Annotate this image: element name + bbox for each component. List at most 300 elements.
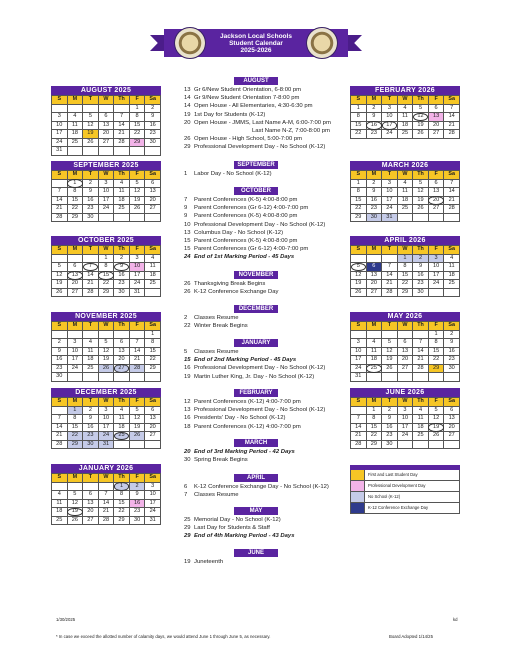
event-line [184,213,297,220]
calendar-day-cell: 12 [413,188,429,197]
month-header-january: JANUARY [234,339,278,347]
event-day: 13 [184,87,191,93]
calendar-day-cell: 18 [413,423,429,432]
weekday-header: M [366,171,382,180]
calendar-day-cell: 13 [397,347,413,356]
calendar-day-cell: 24 [382,130,398,139]
legend-label: No School (K-12) [368,494,401,499]
calendar-month-title: NOVEMBER 2025 [51,312,161,321]
calendar-day-cell [83,147,99,156]
calendar-day-cell: 15 [98,271,114,280]
event-day: 13 [184,229,191,236]
calendar-day-cell: 12 [351,271,367,280]
footer-adopted: Board Adopted 1/14/25 [389,634,433,639]
calendar-day-cell: 18 [397,121,413,130]
event-day: 20 [184,119,191,126]
weekday-header: W [397,171,413,180]
calendar-day-cell [98,213,114,222]
calendar-day-cell: 1 [114,482,130,491]
calendar-day-cell: 1 [366,406,382,415]
calendar-day-cell: 18 [145,271,161,280]
calendar-day-cell: 20 [98,130,114,139]
calendar-month-title: DECEMBER 2025 [51,388,161,397]
calendar-day-cell: 10 [67,347,83,356]
calendar-day-cell: 24 [382,205,398,214]
calendar-day-cell: 21 [382,280,398,289]
weekday-header: S [351,171,367,180]
event-text: Classes Resume [194,349,239,355]
weekday-header: M [366,322,382,331]
calendar-day-cell: 13 [145,415,161,424]
calendar-week-row [52,440,161,449]
calendar-day-cell: 12 [382,347,398,356]
calendar-day-cell: 1 [351,104,367,113]
calendar-day-cell: 6 [114,339,130,348]
event-line [184,525,270,532]
calendar-day-cell: 12 [52,271,68,280]
calendar-day-cell: 15 [428,347,444,356]
weekday-header: W [98,171,114,180]
calendar-day-cell: 24 [397,432,413,441]
weekday-header: T [382,398,398,407]
weekday-header: Th [114,96,130,105]
weekday-header: T [83,474,99,483]
calendar-day-cell: 11 [114,415,130,424]
calendar-day-cell: 27 [145,432,161,441]
event-day: 14 [184,95,191,102]
event-text: Martin Luther King, Jr. Day - No School (K-12) [194,373,315,380]
calendar-day-cell: 11 [413,415,429,424]
weekday-header: F [129,398,145,407]
legend-row [350,492,460,503]
weekday-header: M [67,474,83,483]
calendar-day-cell: 3 [397,406,413,415]
footer-note: * In case we exceed the allotted number of calamity days, we would attend June 1 through June 5, as necessary. [56,634,271,639]
calendar-day-cell: 26 [67,516,83,525]
event-text: Thanksgiving Break Begins [194,281,266,287]
calendar-month-title: AUGUST 2025 [51,86,161,95]
event-day: 26 [184,136,191,143]
event-day: 24 [184,254,191,261]
calendar-day-cell [83,254,99,263]
calendar-week-row [52,406,161,415]
calendar-day-cell: 7 [444,104,460,113]
calendar-day-cell: 22 [145,356,161,365]
calendar-day-cell: 5 [351,263,367,272]
calendar-day-cell: 28 [351,440,367,449]
event-line [184,205,308,212]
weekday-header: Th [413,398,429,407]
calendar-day-cell: 10 [52,121,68,130]
calendar-day-cell: 22 [366,432,382,441]
event-line [184,357,296,364]
calendar-day-cell: 12 [83,121,99,130]
header-banner [150,25,362,61]
month-header-march: MARCH [234,439,278,447]
calendar-day-cell: 30 [413,288,429,297]
calendar-day-cell [444,213,460,222]
calendar-day-cell: 26 [98,364,114,373]
calendar-day-cell [444,440,460,449]
calendar-day-cell: 12 [129,415,145,424]
event-line [184,87,301,94]
calendar-day-cell [428,288,444,297]
calendar-day-cell: 27 [114,364,130,373]
event-line [184,230,283,237]
calendar-day-cell: 2 [366,179,382,188]
calendar-day-cell: 20 [428,121,444,130]
calendar-day-cell: 20 [67,280,83,289]
calendar-day-cell: 5 [428,406,444,415]
event-line [252,128,330,135]
calendar-day-cell [114,373,130,382]
weekday-header: S [351,246,367,255]
calendar-day-cell: 14 [351,423,367,432]
weekday-header: F [129,322,145,331]
event-text: Spring Break Begins [194,457,248,464]
event-day: 6 [184,484,188,490]
calendar-day-cell: 17 [98,423,114,432]
calendar-day-cell [397,330,413,339]
calendar-week-row [351,406,460,415]
calendar-week-row [52,482,161,491]
weekday-header: Sa [444,398,460,407]
calendar-day-cell: 3 [129,254,145,263]
calendar-day-cell: 27 [428,130,444,139]
calendar-day-cell: 26 [413,205,429,214]
event-line [184,112,265,119]
calendar-day-cell: 15 [67,423,83,432]
calendar-day-cell: 13 [428,113,444,122]
calendar-day-cell [351,330,367,339]
calendar-day-cell [145,213,161,222]
event-line [184,374,314,381]
weekday-header: S [52,322,68,331]
calendar-day-cell: 29 [351,213,367,222]
calendar-day-cell: 23 [83,205,99,214]
calendar-day-cell [413,330,429,339]
calendar-week-row [52,516,161,525]
weekday-header: Th [413,246,429,255]
weekday-header: Sa [145,96,161,105]
weekday-header: S [351,322,367,331]
calendar-day-cell [67,330,83,339]
event-text: Columbus Day - No School (K-12) [194,229,284,236]
month-header-august: AUGUST [234,77,278,85]
weekday-header: W [397,398,413,407]
calendar-day-cell: 26 [382,364,398,373]
calendar-day-cell: 16 [114,271,130,280]
calendar-august-2025 [51,86,161,156]
calendar-day-cell: 6 [428,104,444,113]
calendar-day-cell: 25 [397,205,413,214]
calendar-day-cell: 28 [444,130,460,139]
calendar-week-row [52,138,161,147]
calendar-day-cell [114,330,130,339]
calendar-day-cell: 7 [114,113,130,122]
event-line [184,120,331,127]
calendar-day-cell: 18 [67,130,83,139]
calendar-day-cell: 31 [98,440,114,449]
calendar-day-cell [382,254,398,263]
calendar-day-cell [67,104,83,113]
event-line [184,424,301,431]
calendar-day-cell [382,330,398,339]
calendar-day-cell [444,373,460,382]
weekday-header: T [382,96,398,105]
calendar-day-cell: 18 [52,508,68,517]
calendar-day-cell: 9 [52,347,68,356]
calendar-day-cell: 13 [98,121,114,130]
calendar-day-cell: 21 [52,432,68,441]
calendar-day-cell [444,288,460,297]
calendar-day-cell [52,179,68,188]
calendar-day-cell [98,373,114,382]
calendar-day-cell: 14 [52,196,68,205]
event-line [184,246,308,253]
calendar-day-cell: 28 [52,213,68,222]
calendar-day-cell [397,373,413,382]
calendar-day-cell: 22 [98,280,114,289]
calendar-may-2026 [350,312,460,382]
event-day: 15 [184,238,191,244]
weekday-header: W [98,398,114,407]
calendar-day-cell: 23 [413,280,429,289]
calendar-day-cell: 4 [67,113,83,122]
calendar-day-cell: 30 [83,213,99,222]
weekday-header: T [83,246,99,255]
calendar-day-cell [129,373,145,382]
calendar-day-cell: 1 [67,406,83,415]
calendar-day-cell: 6 [444,406,460,415]
event-day: 29 [184,144,191,151]
calendar-day-cell: 25 [145,280,161,289]
calendar-day-cell: 4 [145,254,161,263]
calendar-day-cell: 15 [351,121,367,130]
calendar-day-cell [129,147,145,156]
calendar-june-2026 [350,388,460,449]
legend-swatch [351,481,365,491]
legend-row [350,481,460,492]
calendar-week-row [52,213,161,222]
calendar-week-row [351,373,460,382]
calendar-day-cell [67,373,83,382]
calendar-day-cell: 29 [67,440,83,449]
calendar-week-row [351,347,460,356]
calendar-day-cell: 21 [413,356,429,365]
weekday-header: W [397,322,413,331]
event-line [184,315,239,322]
calendar-day-cell: 19 [67,508,83,517]
calendar-day-cell: 8 [397,263,413,272]
event-day: 19 [184,373,191,380]
calendar-april-2026 [350,236,460,297]
calendar-day-cell [145,373,161,382]
legend-swatch [351,492,365,502]
calendar-day-cell [83,482,99,491]
event-day: 14 [184,103,191,110]
event-text: Parent Conferences (K-5) 4:00-8:00 pm [194,213,298,220]
calendar-day-cell: 14 [52,423,68,432]
weekday-header: M [67,322,83,331]
calendar-day-cell: 27 [366,288,382,297]
weekday-header: F [428,398,444,407]
event-text: Gr 9/New Student Orientation 7-8:00 pm [194,95,300,102]
calendar-day-cell: 26 [52,288,68,297]
weekday-header: Sa [145,171,161,180]
calendar-day-cell [98,104,114,113]
event-text: K-12 Conference Exchange Day - No School (K-12) [194,484,329,490]
calendar-day-cell: 25 [67,138,83,147]
event-day: 26 [184,289,191,296]
event-line [184,533,295,540]
weekday-header: F [129,96,145,105]
event-day: 7 [184,197,188,203]
calendar-month-title: JANUARY 2026 [51,464,161,473]
calendar-day-cell: 9 [129,491,145,500]
event-line [184,323,248,330]
calendar-day-cell: 17 [382,121,398,130]
calendar-day-cell [351,406,367,415]
calendar-day-cell [397,440,413,449]
event-line [184,289,278,296]
weekday-header: Th [413,322,429,331]
calendar-day-cell: 25 [366,364,382,373]
calendar-day-cell: 21 [83,280,99,289]
calendar-day-cell: 22 [428,356,444,365]
calendar-day-cell: 11 [366,347,382,356]
calendar-day-cell: 15 [397,271,413,280]
month-header-june: JUNE [234,549,278,557]
calendar-week-row [351,339,460,348]
calendar-week-row [351,271,460,280]
weekday-header: T [382,246,398,255]
calendar-day-cell: 19 [98,356,114,365]
calendar-day-cell: 11 [114,188,130,197]
calendar-day-cell: 17 [98,196,114,205]
calendar-day-cell: 9 [83,415,99,424]
event-text: Parent Conferences (K-12) 4:00-7:00 pm [194,399,301,405]
calendar-week-row [351,188,460,197]
event-text: Parent Conferences (Gr 6-12) 4:00-7:00 pm [194,246,309,253]
weekday-header: Sa [444,171,460,180]
calendar-day-cell [83,330,99,339]
calendar-day-cell: 20 [444,423,460,432]
calendar-day-cell: 27 [397,364,413,373]
calendar-week-row [351,432,460,441]
weekday-header: S [52,474,68,483]
calendar-march-2026 [350,161,460,222]
calendar-day-cell: 5 [98,339,114,348]
calendar-day-cell: 20 [366,280,382,289]
calendar-week-row [52,347,161,356]
calendar-day-cell: 24 [351,364,367,373]
calendar-day-cell: 9 [83,188,99,197]
calendar-day-cell [129,440,145,449]
calendar-day-cell: 9 [145,113,161,122]
weekday-header: W [98,246,114,255]
legend-label: First and Last Student Day [368,472,418,477]
weekday-header: S [52,171,68,180]
calendar-day-cell: 8 [98,263,114,272]
calendar-day-cell: 29 [67,213,83,222]
event-day: 30 [184,457,191,464]
calendar-week-row [351,364,460,373]
calendar-day-cell: 28 [83,288,99,297]
calendar-day-cell: 17 [129,271,145,280]
calendar-day-cell: 30 [366,213,382,222]
calendar-day-cell: 6 [67,263,83,272]
calendar-day-cell: 12 [428,415,444,424]
weekday-header: F [428,96,444,105]
event-text: Parent Conferences (K-12) 4:00-7:00 pm [194,423,301,430]
calendar-day-cell: 25 [444,280,460,289]
month-header-october: OCTOBER [234,187,278,195]
event-day: 7 [184,492,188,499]
calendar-day-cell: 24 [428,280,444,289]
event-line [184,365,325,372]
event-text: End of 3rd Marking Period - 42 Days [194,449,295,455]
calendar-day-cell: 8 [129,113,145,122]
weekday-header: M [67,96,83,105]
calendar-day-cell: 28 [444,205,460,214]
calendar-day-cell: 18 [366,356,382,365]
event-text: Open House - JMMS, Last Name A-M, 6:00-7:00 pm [194,119,331,126]
calendar-day-cell [83,104,99,113]
calendar-week-row [351,113,460,122]
calendar-day-cell: 8 [428,339,444,348]
calendar-day-cell: 30 [145,138,161,147]
calendar-week-row [351,130,460,139]
calendar-day-cell: 22 [129,130,145,139]
calendar-day-cell: 2 [52,339,68,348]
calendar-day-cell: 18 [114,196,130,205]
event-day: 9 [184,213,188,220]
calendar-day-cell: 2 [366,104,382,113]
calendar-day-cell [114,104,130,113]
event-line [184,449,295,456]
event-line [184,559,223,566]
event-text: End of 2nd Marking Period - 45 Days [194,357,297,364]
event-text: End of 4th Marking Period - 43 Days [194,533,295,540]
event-text: 1st Day for Students (K-12) [194,111,266,118]
calendar-day-cell: 27 [83,516,99,525]
calendar-day-cell: 23 [52,364,68,373]
calendar-day-cell: 7 [52,188,68,197]
calendar-day-cell: 4 [366,339,382,348]
calendar-day-cell: 29 [428,364,444,373]
calendar-day-cell: 5 [67,491,83,500]
calendar-day-cell: 16 [83,423,99,432]
calendar-day-cell: 15 [145,347,161,356]
weekday-header: Sa [145,474,161,483]
weekday-header: S [351,96,367,105]
calendar-day-cell: 1 [67,179,83,188]
calendar-day-cell: 22 [114,508,130,517]
calendar-day-cell: 19 [351,280,367,289]
event-day: 10 [184,221,191,228]
calendar-day-cell: 23 [129,508,145,517]
calendar-day-cell: 20 [145,423,161,432]
weekday-header: T [83,322,99,331]
calendar-day-cell: 17 [382,196,398,205]
calendar-day-cell: 12 [129,188,145,197]
calendar-day-cell: 14 [129,347,145,356]
calendar-day-cell: 15 [366,423,382,432]
calendar-day-cell: 19 [52,280,68,289]
event-day: 29 [184,525,191,532]
calendar-day-cell: 25 [83,364,99,373]
